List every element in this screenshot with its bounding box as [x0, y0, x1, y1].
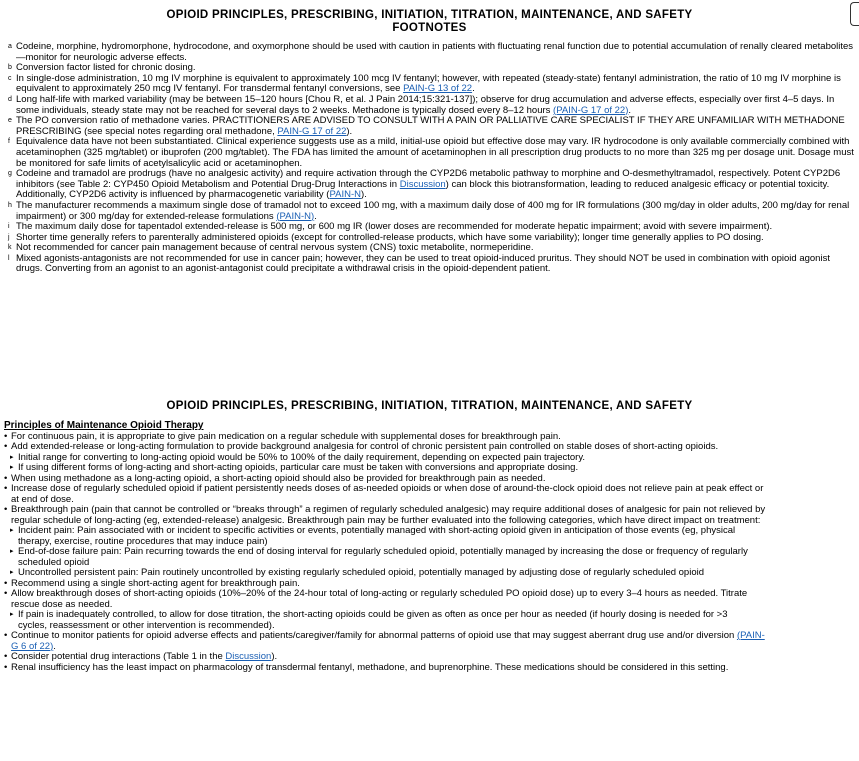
reference-link[interactable]: (PAIN-G 6 of 22)	[11, 630, 765, 652]
footnote-letter: g	[8, 170, 12, 178]
reference-link[interactable]: PAIN-G 17 of 22	[277, 125, 347, 137]
footnote-d	[8, 95, 856, 116]
bullet-text	[18, 547, 856, 568]
sub-bullet-icon: ▸	[10, 527, 14, 534]
bullet-text-run: ).	[271, 651, 278, 662]
footnote-text-run: Codeine, morphine, hydromorphone, hydrocodone, and oxymorphone should be used with caution in patients with fluctuating renal function due to potential accumulation of renally cleared metabolites—monitor for neurologic adverse effects.	[16, 41, 854, 63]
title-line-1: OPIOID PRINCIPLES, PRESCRIBING, INITIATION, TITRATION, MAINTENANCE, AND SAFETY	[166, 9, 693, 21]
bullet-icon: •	[4, 441, 8, 452]
section-heading: Principles of Maintenance Opioid Therapy	[4, 420, 204, 431]
footnote-letter: k	[8, 244, 12, 252]
footnote-text	[16, 201, 856, 222]
footnote-letter: h	[8, 201, 12, 209]
footnote-letter: l	[8, 254, 10, 262]
title-line-2: FOOTNOTES	[392, 22, 467, 34]
footnote-letter: d	[8, 95, 12, 103]
footnote-letter: i	[8, 223, 10, 231]
footnote-text-run: In single-dose administration, 10 mg IV morphine is equivalent to approximately 100 mcg IV fentanyl; however, with repeated (steady-state) fentanyl administration, the ratio of 10 mg IV morphine is equivalent to approximately 250 mcg IV fentanyl. For transdermal fentanyl conversions, see	[16, 72, 841, 95]
bullet-text-run: Consider potential drug interactions (Table 1 in the	[11, 651, 226, 662]
bullet-text	[11, 631, 856, 652]
bullet-text-run: Uncontrolled persistent pain: Pain routinely uncontrolled by existing regularly scheduled opioid, potentially managed by adjusting dose of regularly scheduled opioid	[18, 567, 705, 578]
footnote-text-run: Equivalence data have not been substantiated. Clinical experience suggests use as a mild, initial-use opioid but effective dose may vary. IR hydrocodone is only available commercially combined with acetaminophen (325 mg/tablet) or ibuprofen (200 mg/tablet). The FDA has limited the amount of acetaminophen in all prescription drug products to no more than 325 mg per dosage unit. Dosage must be monitored for safe limits of acetylsalicylic acid or acetaminophen.	[16, 136, 854, 169]
bullet-text-run: If pain is inadequately controlled, to allow for dose titration, the short-acting opioids could be given as often as once per hour as needed (if hourly dosing is needed for >3 cycles, reassessment or other intervention is recommended).	[18, 609, 728, 631]
bullet-icon: •	[4, 630, 8, 641]
footnote-text-run: ).	[346, 125, 353, 137]
reference-link[interactable]: PAIN-N	[329, 189, 361, 201]
footnote-text-run: Shorter time generally refers to parenterally administered opioids (except for controlled-release products, which have some variability); longer time generally applies to PO dosing.	[16, 231, 764, 243]
bullet-text-run: Allow breakthrough doses of short-acting opioids (10%–20% of the 24-hour total of long-acting or regularly scheduled PO opioid dose) up to every 3–4 hours as needed. Titrate rescue dose as needed.	[11, 588, 748, 610]
footnote-text-run: .	[314, 210, 317, 222]
footnotes-title	[0, 9, 859, 35]
bullet-text	[18, 526, 856, 547]
bullet-list	[4, 432, 856, 674]
bullet-text-run: End-of-dose failure pain: Pain recurring towards the end of dosing interval for regularly scheduled opioid, potentially managed by increasing the dose or frequency of regularly scheduled opioid	[18, 546, 748, 568]
bullet-item	[4, 505, 856, 526]
footnote-letter: j	[8, 233, 10, 241]
footnote-text	[16, 169, 856, 201]
reference-link[interactable]: Discussion	[225, 651, 272, 662]
reference-link[interactable]: (PAIN-N)	[276, 210, 315, 222]
footnotes-list	[8, 42, 856, 275]
sub-bullet-icon: ▸	[10, 464, 14, 471]
bullet-text-run: Increase dose of regularly scheduled opioid if patient persistently needs doses of as-needed opioids or when dose of around-the-clock opioid does not relieve pain at peak effect or at end of dose.	[11, 483, 764, 505]
reference-link[interactable]: PAIN-G 13 of 22	[403, 83, 473, 95]
sub-bullet-item	[4, 610, 856, 631]
bullet-text	[11, 589, 856, 610]
footnote-text	[16, 137, 856, 169]
bullet-icon: •	[4, 472, 8, 484]
maintenance-section	[4, 421, 856, 673]
bullet-text	[18, 610, 856, 631]
bullet-item	[4, 589, 856, 610]
footnote-text-run: Codeine and tramadol are prodrugs (have no analgesic activity) and require activation through the CYP2D6 metabolic pathway to morphine and O-desmethyltramadol, respectively. Potent CYP2D6 inhibitors (see Table 2: CYP450 Opioid Metabolism and Potential Drug-Drug Interactions in	[16, 168, 841, 190]
sub-bullet-item	[4, 547, 856, 568]
footnote-text-run: The manufacturer recommends a maximum single dose of tramadol not to exceed 100 mg, with a maximum daily dose of 400 mg for IR formulations (300 mg/day in older adults, 200 mg/day for renal impairment) or 300 mg/day for extended-release formulations	[16, 199, 850, 222]
footnote-text-run: .	[472, 83, 475, 95]
footnote-text-run: The PO conversion ratio of methadone varies. PRACTITIONERS ARE ADVISED TO CONSULT WITH A PAIN OR PALLIATIVE CARE SPECIALIST IF THEY ARE UNFAMILIAR WITH METHADONE PRESCRIBING (see special notes regarding oral methadone,	[16, 115, 845, 137]
sub-bullet-icon: ▸	[10, 611, 14, 618]
bullet-icon: •	[4, 577, 8, 589]
bullet-icon: •	[4, 588, 8, 599]
footnote-e	[8, 116, 856, 137]
bullet-text-run: Initial range for converting to long-acting opioid would be 50% to 100% of the daily requirement, depending on expected pain trajectory.	[18, 451, 586, 463]
bullet-text	[11, 484, 856, 505]
bullet-text-run: .	[53, 640, 56, 652]
footnote-l	[8, 254, 856, 275]
footnote-letter: e	[8, 117, 12, 125]
footnote-text-run: Not recommended for cancer pain management because of central nervous system (CNS) toxic metabolite, normeperidine.	[16, 242, 534, 254]
footnote-text-run: Mixed agonists-antagonists are not recommended for use in cancer pain; however, they can be used to treat opioid-induced pruritus. They should NOT be used in combination with opioid agonist drugs. Converting from an agonist to an agonist-antagonist could precipitate a withdrawal crisis in the opioid-dependent patient.	[16, 252, 830, 275]
reference-link[interactable]: Discussion	[399, 178, 446, 190]
footnote-text-run: ).	[360, 189, 367, 201]
footnote-text-run: .	[628, 104, 632, 116]
reference-link[interactable]: (PAIN-G 17 of 22)	[553, 104, 629, 116]
footnote-text	[16, 42, 856, 63]
footnote-text-run: Conversion factor listed for chronic dosing.	[16, 62, 196, 74]
sub-bullet-icon: ▸	[10, 548, 14, 555]
footnote-a	[8, 42, 856, 63]
footnote-text-run: Long half-life with marked variability (may be between 15–120 hours [Chou R, et al. J Pain 2014;15:321-137]); observe for drug accumulation and adverse effects, especially over first 4–5 days. In some individuals, steady state may not be reached for several days to 2 weeks. Methadone is typically dosed every 8–12 hours	[16, 93, 835, 116]
footnote-c	[8, 74, 856, 95]
bullet-text-run: When using methadone as a long-acting opioid, a short-acting opioid should also be provided for breakthrough pain as needed.	[11, 472, 546, 484]
footnote-h	[8, 201, 856, 222]
section-title: OPIOID PRINCIPLES, PRESCRIBING, INITIATION, TITRATION, MAINTENANCE, AND SAFETY	[166, 400, 693, 412]
bullet-text-run: Renal insufficiency has the least impact on pharmacology of transdermal fentanyl, methadone, and buprenorphine. These medications should be considered in this setting.	[11, 661, 729, 673]
bullet-text	[11, 505, 856, 526]
bullet-icon: •	[4, 661, 8, 673]
bullet-text	[11, 663, 856, 674]
footnote-text	[16, 95, 856, 116]
sub-bullet-item	[4, 526, 856, 547]
footnote-f	[8, 137, 856, 169]
bullet-icon: •	[4, 483, 8, 494]
footnote-letter: b	[8, 64, 12, 72]
bullet-icon: •	[4, 504, 8, 515]
bullet-text-run: Recommend using a single short-acting agent for breakthrough pain.	[11, 577, 300, 589]
bullet-icon: •	[4, 651, 8, 662]
bullet-text-run: Breakthrough pain (pain that cannot be controlled or “breaks through” a regimen of regularly scheduled analgesic) may require additional doses of analgesic for pain not relieved by regular schedule of long-acting (eg, extended-release) analgesic. Breakthrough pain may be further evaluated into the following categories, which have direct impact on treatment:	[11, 504, 766, 526]
bullet-item	[4, 663, 856, 674]
footnote-letter: f	[8, 138, 10, 146]
footnote-text-run: ) can block this biotransformation, leading to reduced analgesic efficacy or potential toxicity. Additionally, CYP2D6 activity is influenced by pharmacogenetic variability (	[16, 178, 830, 201]
sub-bullet-icon: ▸	[10, 453, 14, 461]
footnote-text-run: The maximum daily dose for tapentadol extended-release is 500 mg, or 600 mg IR (lower doses are recommended for moderate hepatic impairment; avoid with severe impairment).	[16, 221, 773, 233]
bullet-icon: •	[4, 430, 8, 442]
bullet-text-run: For continuous pain, it is appropriate to give pain medication on a regular schedule with supplemental doses for breakthrough pain.	[11, 430, 561, 442]
bullet-text-run: If using different forms of long-acting and short-acting opioids, particular care must be taken with conversions and appropriate dosing.	[18, 462, 579, 473]
footnote-letter: a	[8, 43, 12, 50]
footnote-g	[8, 169, 856, 201]
bullet-text-run: Continue to monitor patients for opioid adverse effects and patients/caregiver/family for abnormal patterns of opioid use that may suggest aberrant drug use and/or diversion	[11, 630, 737, 641]
bullet-item	[4, 484, 856, 505]
bullet-text-run: Incident pain: Pain associated with or incident to specific activities or events, potentially managed with short-acting opioid given in anticipation of those events (eg, physical therapy, exercise, routine procedures that may induce pain)	[18, 525, 736, 547]
footnote-letter: c	[8, 74, 12, 82]
footnote-text	[16, 116, 856, 137]
footnote-text	[16, 254, 856, 275]
bullet-item	[4, 631, 856, 652]
bullet-text-run: Add extended-release or long-acting formulation to provide background analgesia for control of chronic persistent pain controlled on stable doses of short-acting opioids.	[11, 441, 719, 452]
sub-bullet-icon: ▸	[10, 569, 14, 576]
footnote-text	[16, 74, 856, 95]
